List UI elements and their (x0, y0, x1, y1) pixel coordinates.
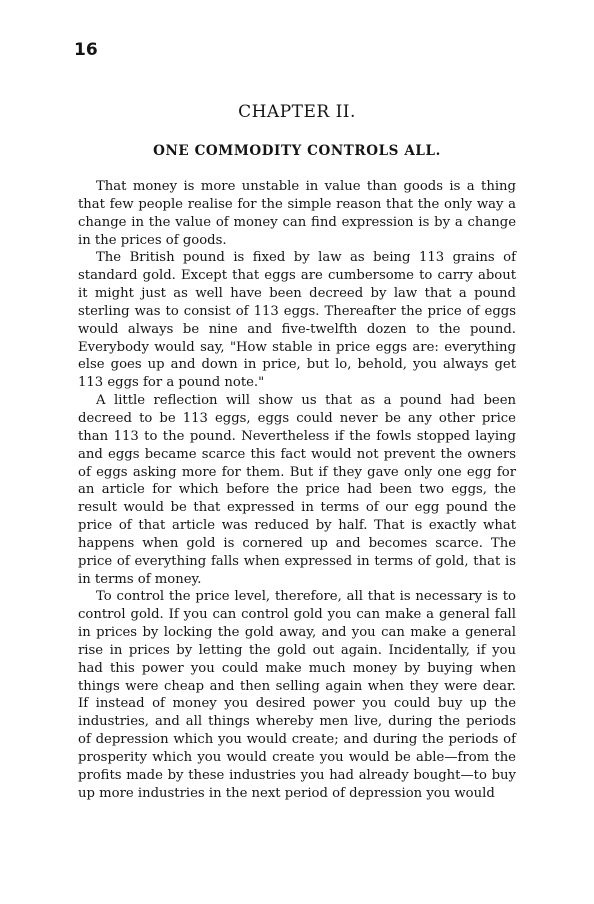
paragraph: A little reflection will show us that as a pound had been decreed to be 113 eggs, eggs could never be any other price than 113 to the pound. Nevertheless if the fowls stopped laying and eggs became scarce this fact would not prevent the owners of eggs asking more for them. But if they gave only one egg for an article for which before the price had been two eggs, the result would be that expressed in terms of our egg pound the price of that article was reduced by half. That is exactly what happens when gold is cornered up and becomes scarce. The price of everything falls when expressed in terms of gold, that is in terms of money. (78, 393, 516, 587)
paragraph: That money is more unstable in value than goods is a thing that few people realise for the simple reason that the only way a change in the value of money can find expression is by a change in the prices of goods. (78, 179, 516, 248)
chapter-title: CHAPTER II. (238, 102, 356, 122)
paragraph: To control the price level, therefore, all that is necessary is to control gold. If you can control gold you can make a general fall in prices by locking the gold away, and you can make a general rise in prices by letting the gold out again. Incidentally, if you had this power you could make much money by buying when things were cheap and then selling again when they were dear. If instead of money you desired power you could buy up the industries, and all things whereby men live, during the periods of depression which you would create; and during the periods of prosperity which you would create you would be able—from the profits made by these industries you had already bought—to buy up more industries in the next period of depression you would (78, 589, 516, 801)
page-number: 16 (74, 40, 98, 60)
body-text (78, 178, 516, 803)
chapter-subtitle: ONE COMMODITY CONTROLS ALL. (153, 143, 441, 159)
paragraph: The British pound is fixed by law as being 113 grains of standard gold. Except that eggs are cumbersome to carry about it might just as well have been decreed by law that a pound sterling was to consist of 113 eggs. Thereafter the price of eggs would always be nine and five-twelfth dozen to the pound. Everybody would say, "How stable in price eggs are: everything else goes up and down in price, but lo, behold, you always get 113 eggs for a pound note." (78, 250, 516, 391)
